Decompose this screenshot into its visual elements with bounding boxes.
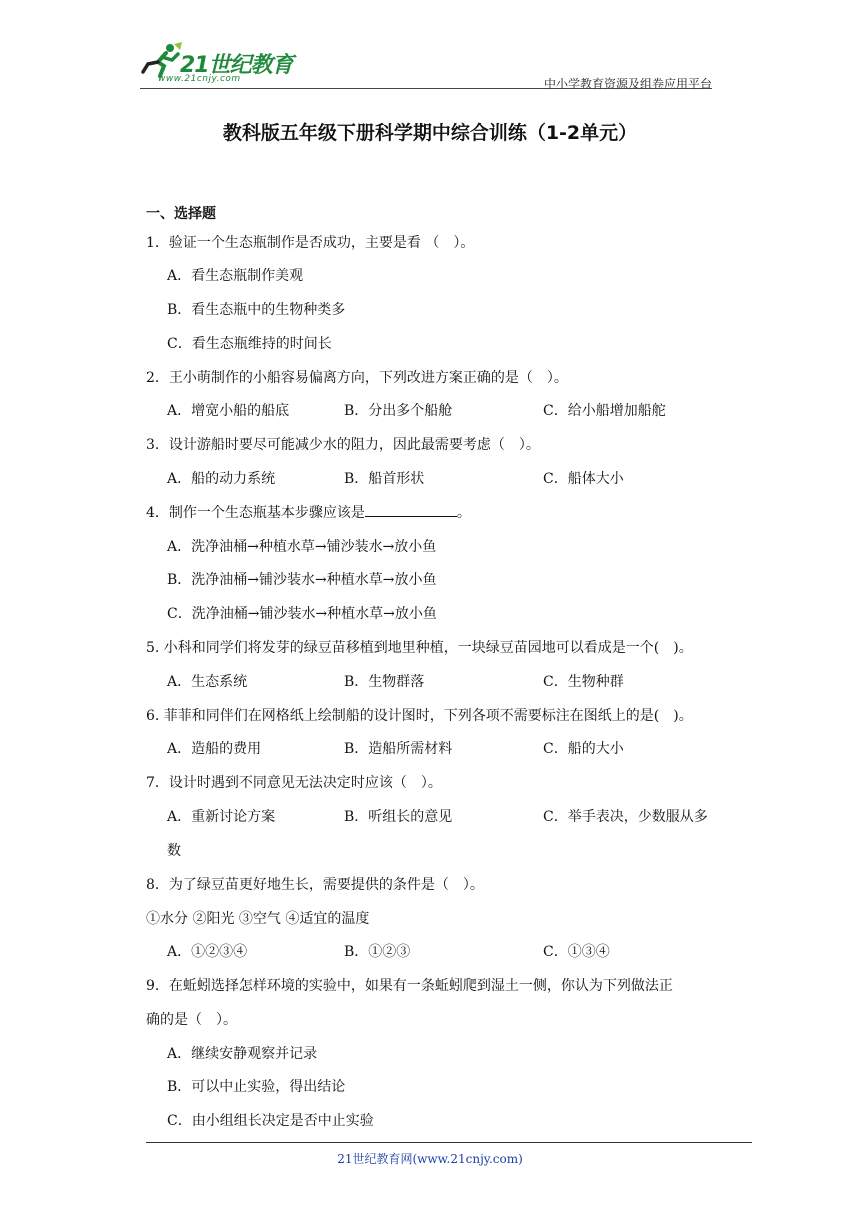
question-3-option-a: A．船的动力系统 <box>167 471 276 487</box>
question-9-stem: 9．在蚯蚓选择怎样环境的实验中，如果有一条蚯蚓爬到湿土一侧，你认为下列做法正 <box>146 978 673 994</box>
footer-divider <box>146 1142 752 1143</box>
question-6-option-b: B．造船所需材料 <box>344 741 453 757</box>
question-3-option-c: C．船体大小 <box>543 471 624 487</box>
question-4-stem-end: 。 <box>456 505 471 521</box>
question-5-stem: 5. 小科和同学们将发芽的绿豆苗移植到地里种植，一块绿豆苗园地可以看成是一个( )。 <box>146 640 693 656</box>
question-1-stem: 1．验证一个生态瓶制作是否成功，主要是看 （ ）。 <box>146 235 475 251</box>
platform-label: 中小学教育资源及组卷应用平台 <box>543 77 712 91</box>
logo-url: www.21cnjy.com <box>158 74 241 84</box>
question-8-option-c: C．①③④ <box>543 944 610 960</box>
question-7-option-c-wrap: 数 <box>167 843 181 859</box>
question-2-option-c: C．给小船增加船舵 <box>543 403 666 419</box>
question-4-stem <box>146 502 471 522</box>
question-6-stem: 6. 菲菲和同伴们在网格纸上绘制船的设计图时，下列各项不需要标注在图纸上的是( )。 <box>146 708 693 724</box>
question-4-option-b: B．洗净油桶→铺沙装水→种植水草→放小鱼 <box>167 572 437 588</box>
question-8-option-b: B．①②③ <box>344 944 411 960</box>
question-6-option-a: A．造船的费用 <box>167 741 262 757</box>
section-heading: 一、选择题 <box>146 206 216 222</box>
question-7-stem: 7．设计时遇到不同意见无法决定时应该（ ）。 <box>146 775 442 791</box>
question-3-option-b: B．船首形状 <box>344 471 425 487</box>
question-5-option-a: A．生态系统 <box>167 674 248 690</box>
question-3-stem: 3．设计游船时要尽可能减少水的阻力，因此最需要考虑（ ）。 <box>146 437 540 453</box>
answer-blank[interactable] <box>365 502 457 517</box>
question-6-option-c: C．船的大小 <box>543 741 624 757</box>
question-9-option-c: C．由小组组长决定是否中止实验 <box>167 1113 374 1129</box>
page-header <box>140 42 712 90</box>
page-title: 教科版五年级下册科学期中综合训练（1-2单元） <box>222 122 638 144</box>
question-7-option-b: B．听组长的意见 <box>344 809 453 825</box>
question-4-option-a: A．洗净油桶→种植水草→铺沙装水→放小鱼 <box>167 539 437 555</box>
question-5-option-b: B．生物群落 <box>344 674 425 690</box>
question-9-option-a: A．继续安静观察并记录 <box>167 1046 318 1062</box>
question-7-option-c: C．举手表决，少数服从多 <box>543 809 708 825</box>
question-8-conditions: ①水分 ②阳光 ③空气 ④适宜的温度 <box>146 911 370 927</box>
question-8-stem: 8．为了绿豆苗更好地生长，需要提供的条件是（ ）。 <box>146 877 484 893</box>
question-2-option-b: B．分出多个船舱 <box>344 403 453 419</box>
question-9-stem-continued: 确的是（ ）。 <box>146 1012 237 1028</box>
question-1-option-b: B．看生态瓶中的生物种类多 <box>167 302 346 318</box>
question-4-option-c: C．洗净油桶→铺沙装水→种植水草→放小鱼 <box>167 606 437 622</box>
logo <box>140 42 310 88</box>
logo-text: 21世纪教育 <box>180 53 293 78</box>
question-1-option-c: C．看生态瓶维持的时间长 <box>167 336 332 352</box>
question-2-stem: 2．王小萌制作的小船容易偏离方向，下列改进方案正确的是（ ）。 <box>146 370 568 386</box>
question-9-option-b: B．可以中止实验，得出结论 <box>167 1079 346 1095</box>
footer-link[interactable]: 21世纪教育网(www.21cnjy.com) <box>337 1152 523 1166</box>
question-1-option-a: A．看生态瓶制作美观 <box>167 268 304 284</box>
question-8-option-a: A．①②③④ <box>167 944 248 960</box>
question-4-stem-text: 4．制作一个生态瓶基本步骤应该是 <box>146 505 365 521</box>
header-divider <box>140 88 712 89</box>
question-2-option-a: A．增宽小船的船底 <box>167 403 290 419</box>
question-5-option-c: C．生物种群 <box>543 674 624 690</box>
question-7-option-a: A．重新讨论方案 <box>167 809 276 825</box>
